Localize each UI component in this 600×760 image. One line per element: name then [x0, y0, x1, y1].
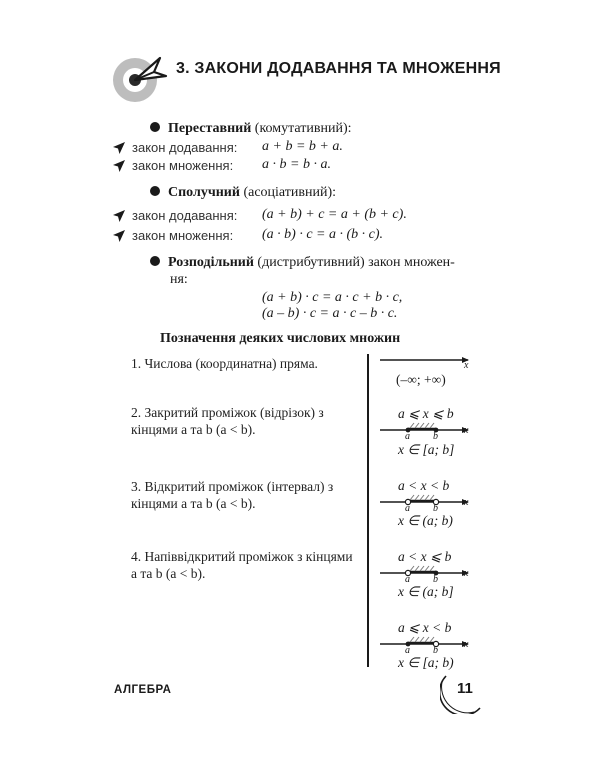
- number-line-open: [378, 492, 478, 508]
- item-3-set: x ∈ (a; b): [398, 513, 453, 528]
- distributive-formula-1: (a + b) · c = a · c + b · c,: [262, 290, 403, 305]
- point-a-label: a: [405, 431, 410, 442]
- item-1-set: (–∞; +∞): [396, 372, 446, 387]
- item-2-set: x ∈ [a; b]: [398, 442, 455, 457]
- commutative-mul-formula: a · b = b · a.: [262, 157, 331, 172]
- axis-x-label: x: [464, 497, 469, 508]
- commutative-add-label: закон додавання:: [132, 140, 238, 155]
- pointer-arrow-icon: [112, 229, 126, 243]
- item-4-text: 4. Напіввідкритий проміжок з кінцями a та b (a < b).: [131, 549, 353, 581]
- point-b-label: b: [433, 503, 438, 514]
- commutative-mul-label: закон множення:: [132, 158, 234, 173]
- page-number: 11: [457, 680, 473, 697]
- associative-add-label: закон додавання:: [132, 208, 238, 223]
- point-a-label: a: [405, 574, 410, 585]
- bullet-icon: [150, 186, 160, 196]
- pointer-arrow-icon: [112, 209, 126, 223]
- associative-mul-label: закон множення:: [132, 228, 234, 243]
- item-3-inequality: a < x < b: [398, 478, 450, 493]
- item-5-inequality: a ⩽ x < b: [398, 620, 452, 635]
- bullet-icon: [150, 256, 160, 266]
- pointer-arrow-icon: [112, 141, 126, 155]
- item-4-inequality: a < x ⩽ b: [398, 549, 452, 564]
- sets-heading: Позначення деяких числових множин: [160, 331, 401, 346]
- axis-x-label: x: [464, 425, 469, 436]
- item-2-text: 2. Закритий проміжок (відрізок) з кінцями a та b (a < b).: [131, 405, 324, 437]
- axis-x-label: x: [464, 639, 469, 650]
- number-line-full: [378, 353, 478, 373]
- point-b-label: b: [433, 574, 438, 585]
- associative-mul-formula: (a · b) · c = a · (b · c).: [262, 227, 384, 242]
- point-a-label: a: [405, 645, 410, 656]
- number-line-half-open-left: [378, 634, 478, 650]
- distributive-heading: Розподільний (дистрибутивний) закон множен-: [150, 255, 455, 271]
- associative-add-formula: (a + b) + c = a + (b + c).: [262, 207, 407, 222]
- target-arrow-icon: [108, 50, 174, 106]
- axis-x-label: x: [464, 360, 469, 371]
- number-line-half-open-right: [378, 563, 478, 579]
- item-4-set: x ∈ (a; b]: [398, 584, 454, 599]
- number-line-closed: [378, 420, 478, 436]
- item-2-inequality: a ⩽ x ⩽ b: [398, 406, 454, 421]
- item-5-set: x ∈ [a; b): [398, 655, 454, 670]
- associative-heading: Сполучний (асоціативний):: [150, 185, 336, 201]
- item-3-text: 3. Відкритий проміжок (інтервал) з кінцями a та b (a < b).: [131, 479, 334, 511]
- section-title: 3. ЗАКОНИ ДОДАВАННЯ ТА МНОЖЕННЯ: [176, 60, 501, 77]
- item-1-text: 1. Числова (координатна) пряма.: [131, 356, 318, 371]
- point-b-label: b: [433, 645, 438, 656]
- point-a-label: a: [405, 503, 410, 514]
- bullet-icon: [150, 122, 160, 132]
- point-b-label: b: [433, 431, 438, 442]
- commutative-heading: Переставний (комутативний):: [150, 121, 352, 137]
- column-divider: [367, 354, 369, 667]
- distributive-formula-2: (a – b) · c = a · c – b · c.: [262, 306, 398, 321]
- commutative-add-formula: a + b = b + a.: [262, 139, 343, 154]
- axis-x-label: x: [464, 568, 469, 579]
- distributive-continuation: ня:: [170, 272, 188, 287]
- footer-subject: АЛГЕБРА: [114, 684, 172, 696]
- pointer-arrow-icon: [112, 159, 126, 173]
